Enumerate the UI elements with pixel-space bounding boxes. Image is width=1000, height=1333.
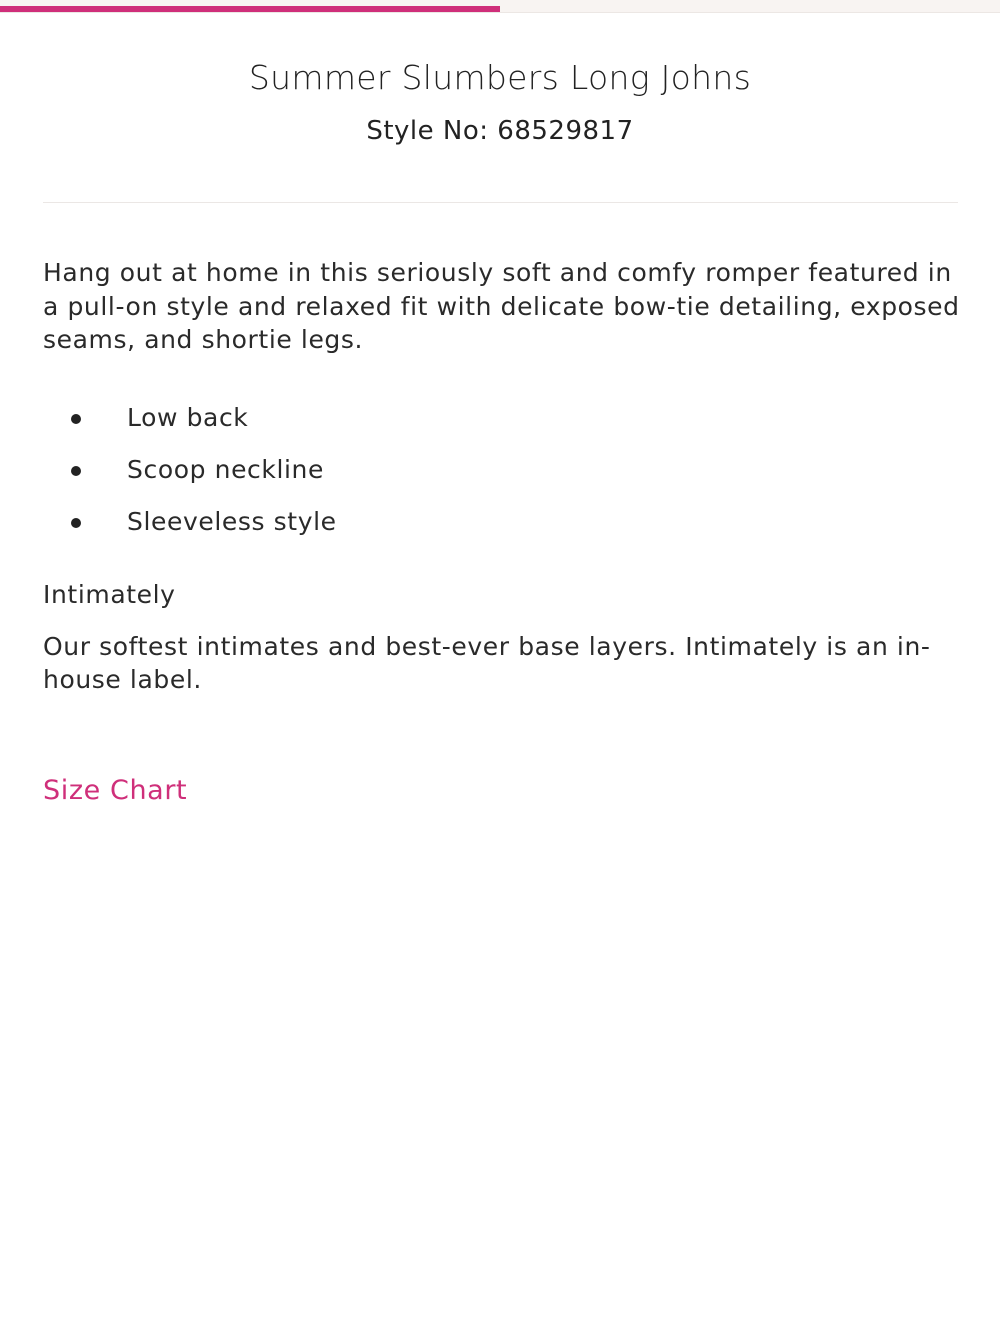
feature-label: Low back	[127, 402, 249, 432]
bullet-icon	[71, 414, 81, 424]
style-number: Style No: 68529817	[366, 116, 634, 146]
feature-label: Sleeveless style	[127, 506, 337, 536]
product-header	[0, 56, 1000, 148]
brand-name: Intimately	[43, 579, 176, 609]
list-item	[43, 496, 963, 548]
product-title: Summer Slumbers Long Johns	[248, 58, 752, 97]
brand-description: Our softest intimates and best-ever base layers. Intimately is an in-house label.	[43, 631, 931, 694]
size-chart-link[interactable]: Size Chart	[43, 774, 188, 806]
divider	[43, 202, 958, 203]
bullet-icon	[71, 466, 81, 476]
feature-list	[43, 392, 963, 548]
bullet-icon	[71, 518, 81, 528]
product-details	[43, 256, 963, 808]
list-item	[43, 392, 963, 444]
progress-track	[0, 0, 1000, 13]
list-item	[43, 444, 963, 496]
product-description: Hang out at home in this seriously soft and comfy romper featured in a pull-on style and relaxed fit with delicate bow-tie detailing, exposed seams, and shortie legs.	[43, 258, 960, 354]
progress-fill	[0, 6, 500, 12]
feature-label: Scoop neckline	[127, 454, 324, 484]
